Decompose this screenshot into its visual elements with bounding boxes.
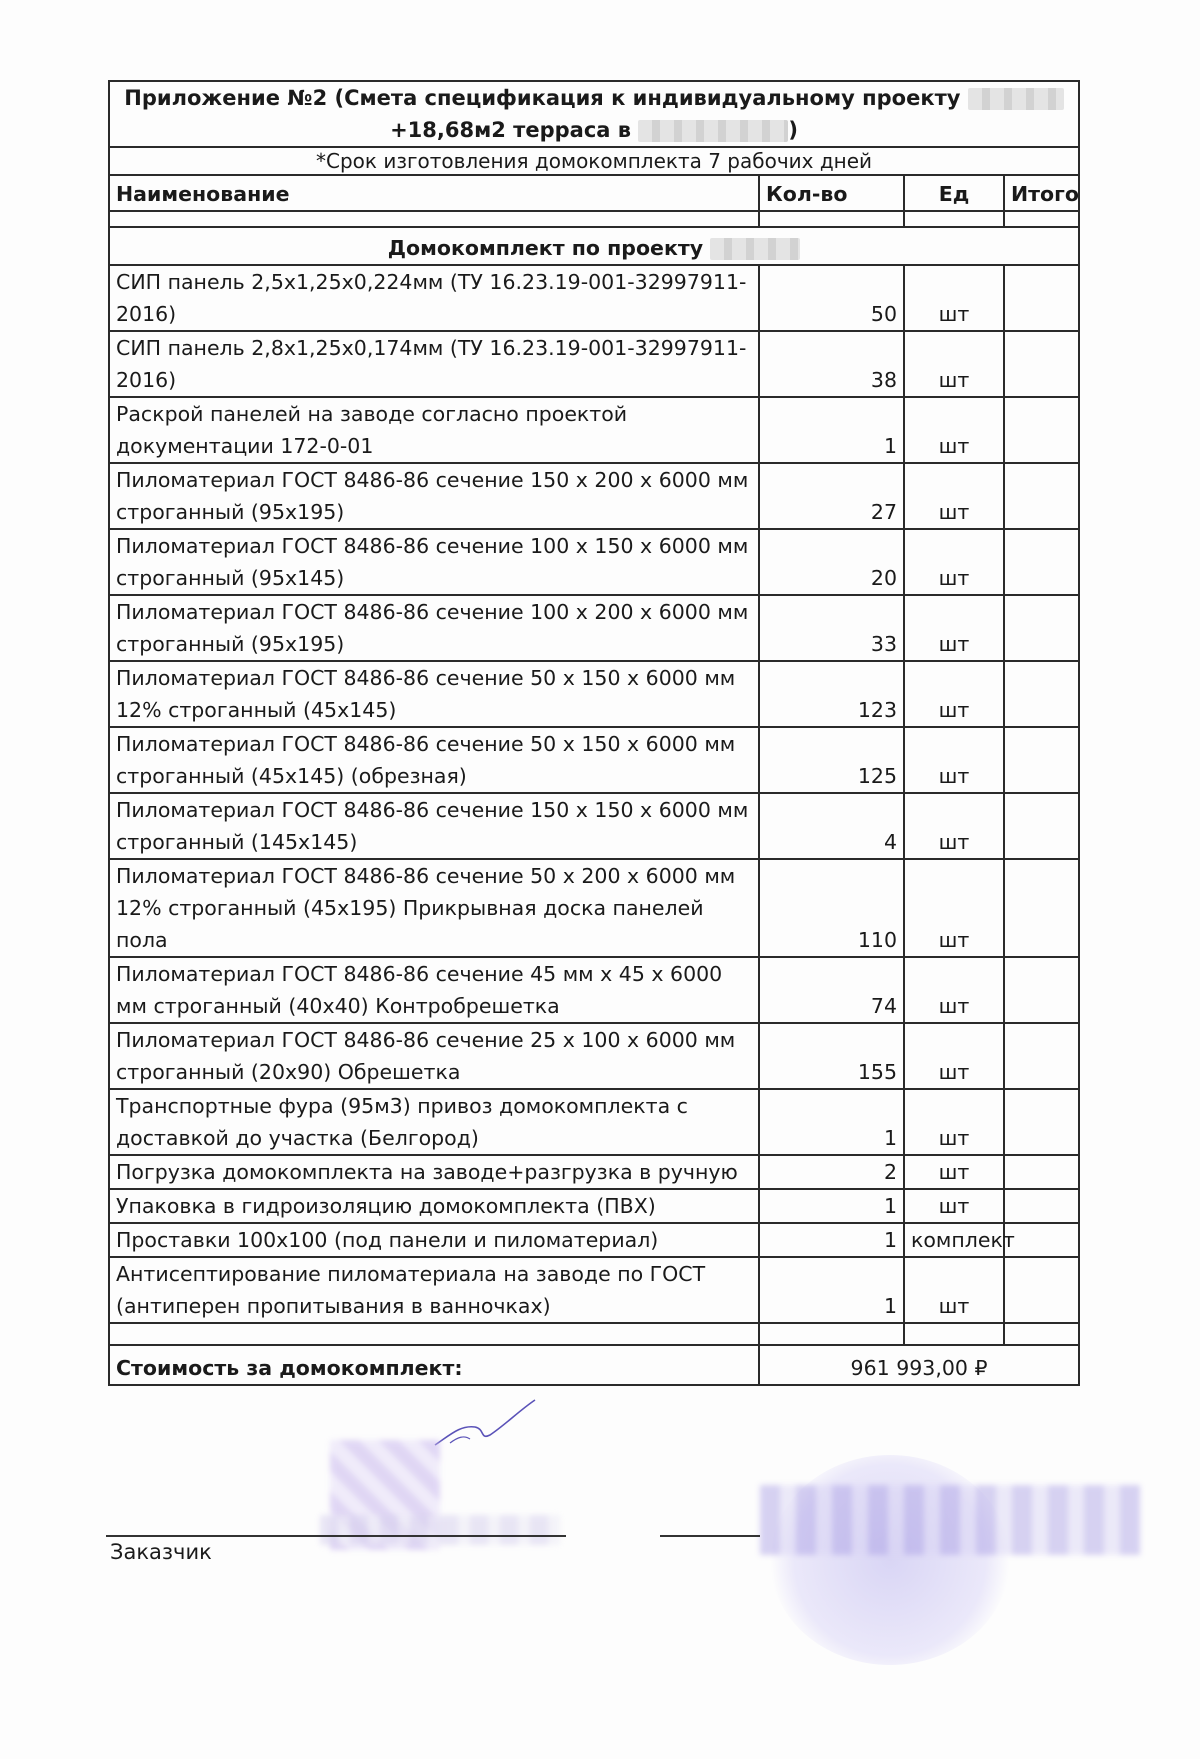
item-total bbox=[1004, 1089, 1079, 1155]
table-row bbox=[109, 463, 1079, 529]
item-name: Пиломатериал ГОСТ 8486-86 сечение 100 х 150 х 6000 мм строганный (95х145) bbox=[109, 529, 759, 595]
table-row bbox=[109, 957, 1079, 1023]
column-header-total: Итого bbox=[1004, 175, 1079, 211]
signature-scribble bbox=[430, 1395, 540, 1459]
title-line-2-prefix: +18,68м2 терраса в bbox=[390, 118, 632, 142]
customer-label: Заказчик bbox=[110, 1540, 212, 1564]
table-row bbox=[109, 727, 1079, 793]
item-qty: 155 bbox=[759, 1023, 904, 1089]
table-row bbox=[109, 859, 1079, 957]
item-name: Антисептирование пиломатериала на заводе по ГОСТ (антиперен пропитывания в ванночках) bbox=[109, 1257, 759, 1323]
item-unit: комплект bbox=[904, 1223, 1004, 1257]
item-name: Пиломатериал ГОСТ 8486-86 сечение 45 мм х 45 х 6000 мм строганный (40х40) Контробрешетка bbox=[109, 957, 759, 1023]
item-unit: шт bbox=[904, 957, 1004, 1023]
total-amount: 961 993,00 ₽ bbox=[759, 1345, 1079, 1385]
item-unit: шт bbox=[904, 661, 1004, 727]
table-row bbox=[109, 265, 1079, 331]
table-row bbox=[109, 1023, 1079, 1089]
item-name: СИП панель 2,8х1,25х0,174мм (ТУ 16.23.19-001-32997911-2016) bbox=[109, 331, 759, 397]
item-qty: 1 bbox=[759, 1089, 904, 1155]
section-title bbox=[109, 227, 1079, 265]
item-name: СИП панель 2,5х1,25х0,224мм (ТУ 16.23.19-001-32997911-2016) bbox=[109, 265, 759, 331]
item-total bbox=[1004, 1155, 1079, 1189]
item-total bbox=[1004, 331, 1079, 397]
section-row bbox=[109, 227, 1079, 265]
item-unit: шт bbox=[904, 1189, 1004, 1223]
item-total bbox=[1004, 727, 1079, 793]
item-qty: 1 bbox=[759, 397, 904, 463]
production-time-note: *Срок изготовления домокомплекта 7 рабочих дней bbox=[109, 147, 1079, 175]
item-name: Пиломатериал ГОСТ 8486-86 сечение 100 х 200 х 6000 мм строганный (95х195) bbox=[109, 595, 759, 661]
item-unit: шт bbox=[904, 265, 1004, 331]
item-total bbox=[1004, 1023, 1079, 1089]
contractor-signature-line bbox=[660, 1535, 760, 1537]
item-qty: 125 bbox=[759, 727, 904, 793]
item-qty: 2 bbox=[759, 1155, 904, 1189]
item-name: Транспортные фура (95м3) привоз домокомплекта с доставкой до участка (Белгород) bbox=[109, 1089, 759, 1155]
item-total bbox=[1004, 793, 1079, 859]
signature-name-blur bbox=[320, 1515, 560, 1545]
column-header-qty: Кол-во bbox=[759, 175, 904, 211]
item-unit: шт bbox=[904, 1089, 1004, 1155]
specification-table bbox=[108, 80, 1080, 1386]
total-label: Стоимость за домокомплект: bbox=[109, 1345, 759, 1385]
item-total bbox=[1004, 661, 1079, 727]
title-line-2-suffix: ) bbox=[788, 118, 798, 142]
table-row bbox=[109, 793, 1079, 859]
customer-signature-line bbox=[106, 1535, 566, 1537]
item-unit: шт bbox=[904, 331, 1004, 397]
table-row bbox=[109, 529, 1079, 595]
item-name: Погрузка домокомплекта на заводе+разгрузка в ручную bbox=[109, 1155, 759, 1189]
total-row bbox=[109, 1345, 1079, 1385]
item-qty: 4 bbox=[759, 793, 904, 859]
item-qty: 110 bbox=[759, 859, 904, 957]
item-qty: 1 bbox=[759, 1223, 904, 1257]
item-name: Пиломатериал ГОСТ 8486-86 сечение 150 х 200 х 6000 мм строганный (95х195) bbox=[109, 463, 759, 529]
column-header-unit: Ед bbox=[904, 175, 1004, 211]
table-row bbox=[109, 595, 1079, 661]
item-name: Пиломатериал ГОСТ 8486-86 сечение 50 х 150 х 6000 мм 12% строганный (45х145) bbox=[109, 661, 759, 727]
table-row bbox=[109, 1189, 1079, 1223]
item-qty: 50 bbox=[759, 265, 904, 331]
item-qty: 74 bbox=[759, 957, 904, 1023]
item-unit: шт bbox=[904, 859, 1004, 957]
table-row bbox=[109, 1155, 1079, 1189]
item-unit: шт bbox=[904, 397, 1004, 463]
header-row bbox=[109, 175, 1079, 211]
item-name: Проставки 100х100 (под панели и пиломатериал) bbox=[109, 1223, 759, 1257]
item-name: Упаковка в гидроизоляцию домокомплекта (ПВХ) bbox=[109, 1189, 759, 1223]
estimate-document bbox=[108, 80, 1078, 1386]
document-title bbox=[109, 81, 1079, 147]
item-unit: шт bbox=[904, 595, 1004, 661]
item-total bbox=[1004, 595, 1079, 661]
item-name: Раскрой панелей на заводе согласно проектой документации 172-0-01 bbox=[109, 397, 759, 463]
item-total bbox=[1004, 957, 1079, 1023]
item-total bbox=[1004, 397, 1079, 463]
item-unit: шт bbox=[904, 1023, 1004, 1089]
item-qty: 1 bbox=[759, 1189, 904, 1223]
item-total bbox=[1004, 529, 1079, 595]
item-qty: 33 bbox=[759, 595, 904, 661]
redacted-location bbox=[638, 120, 788, 142]
item-qty: 20 bbox=[759, 529, 904, 595]
item-name: Пиломатериал ГОСТ 8486-86 сечение 25 х 100 х 6000 мм строганный (20х90) Обрешетка bbox=[109, 1023, 759, 1089]
item-qty: 38 bbox=[759, 331, 904, 397]
item-total bbox=[1004, 859, 1079, 957]
item-unit: шт bbox=[904, 727, 1004, 793]
item-name: Пиломатериал ГОСТ 8486-86 сечение 150 х 150 х 6000 мм строганный (145х145) bbox=[109, 793, 759, 859]
item-name: Пиломатериал ГОСТ 8486-86 сечение 50 х 200 х 6000 мм 12% строганный (45х195) Прикрывная доска панелей пола bbox=[109, 859, 759, 957]
item-unit: шт bbox=[904, 1257, 1004, 1323]
item-unit: шт bbox=[904, 529, 1004, 595]
item-total bbox=[1004, 463, 1079, 529]
redacted-project-name bbox=[968, 88, 1064, 110]
table-row bbox=[109, 1223, 1079, 1257]
item-unit: шт bbox=[904, 793, 1004, 859]
column-header-name: Наименование bbox=[109, 175, 759, 211]
item-unit: шт bbox=[904, 463, 1004, 529]
item-name: Пиломатериал ГОСТ 8486-86 сечение 50 х 150 х 6000 мм строганный (45х145) (обрезная) bbox=[109, 727, 759, 793]
note-row bbox=[109, 147, 1079, 175]
table-row bbox=[109, 331, 1079, 397]
item-total bbox=[1004, 1257, 1079, 1323]
blank-row bbox=[109, 211, 1079, 227]
section-title-text: Домокомплект по проекту bbox=[387, 236, 704, 260]
item-total bbox=[1004, 1223, 1079, 1257]
item-qty: 1 bbox=[759, 1257, 904, 1323]
redacted-project-code bbox=[710, 238, 800, 260]
item-total bbox=[1004, 265, 1079, 331]
item-total bbox=[1004, 1189, 1079, 1223]
table-row bbox=[109, 1257, 1079, 1323]
title-row bbox=[109, 81, 1079, 147]
title-line-1: Приложение №2 (Смета спецификация к индивидуальному проекту bbox=[124, 86, 961, 110]
table-row bbox=[109, 397, 1079, 463]
item-unit: шт bbox=[904, 1155, 1004, 1189]
item-qty: 27 bbox=[759, 463, 904, 529]
table-row bbox=[109, 661, 1079, 727]
stamp-blur-detail bbox=[760, 1485, 1140, 1555]
blank-row bbox=[109, 1323, 1079, 1345]
item-qty: 123 bbox=[759, 661, 904, 727]
table-row bbox=[109, 1089, 1079, 1155]
